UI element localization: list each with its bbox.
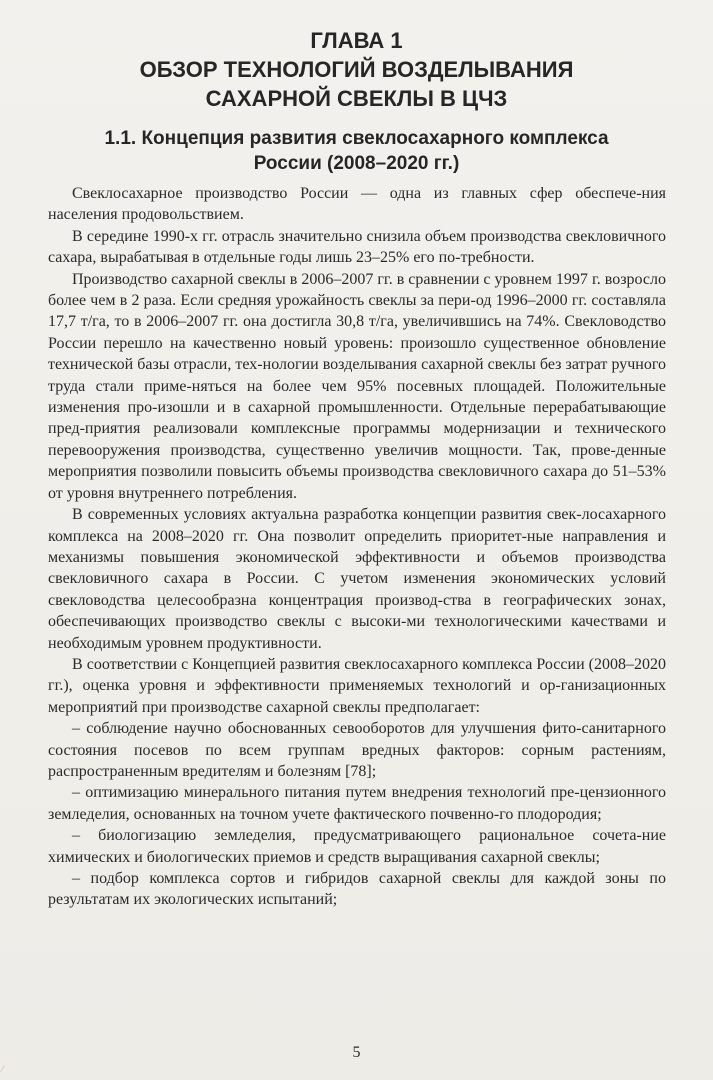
section-heading: [40, 126, 673, 176]
paragraph: Производство сахарной свеклы в 2006–2007 гг. в сравнении с уровнем 1997 г. возросло более чем в 2 раза. Если средняя урожайность свеклы за пери-од 1996–2000 гг. составляла 17,7 т/га, то в 2006–2007 гг. она достигла 30,8 т/га, увеличившись на 74%. Свекловодство России перешло на качественно новый уровень: произошло существенное обновление технической базы отрасли, тех-нологии возделывания сахарной свеклы без затрат ручного труда стали приме-няться на более чем 95% посевных площадей. Положительные изменения про-изошли и в сахарной промышленности. Отдельные перерабатывающие пред-приятия реализовали комплексные программы модернизации и технического перевооружения производства, существенно увеличив мощности. Так, прове-денные мероприятия позволили повысить объемы производства свекловичного сахара до 51–53% от уровня внутреннего потребления.: [48, 270, 666, 502]
section-title-line-1: 1.1. Концепция развития свеклосахарного комплекса: [104, 128, 609, 149]
paragraph: В современных условиях актуальна разработка концепции развития свек-лосахарного комплекса на 2008–2020 гг. Она позволит определить приоритет-ные направления и механизмы повышения экономической эффективности и объемов производства свекловичного сахара в России. С учетом изменения экономических условий свекловодства целесообразна концентрация производ-ства в географических зонах, обеспечивающих производство свеклы с высоки-ми технологическими качествами и необходимым уровнем продуктивности.: [48, 506, 666, 652]
paragraph: В середине 1990-х гг. отрасль значительно снизила объем производства свекловичного сахара, вырабатывая в отдельные годы лишь 23–25% его по-требности.: [48, 227, 666, 267]
chapter-heading: [40, 26, 673, 113]
list-item: – биологизацию земледелия, предусматривающего рациональное сочета-ние химических и биологических приемов и средств выращивания сахарной свеклы;: [48, 827, 666, 866]
list-item: – соблюдение научно обоснованных севооборотов для улучшения фито-санитарного состояния посевов по всем группам вредных факторов: сорным растениям, распространенным вредителям и болезням [78];: [48, 720, 666, 780]
corner-mark: ⁄: [2, 1064, 4, 1074]
paragraph: В соответствии с Концепцией развития свеклосахарного комплекса России (2008–2020 гг.), оценка уровня и эффективности применяемых технологий и ор-ганизационных мероприятий при производстве сахарной свеклы предполагает:: [48, 655, 666, 716]
body-text: [48, 183, 666, 911]
section-title-line-2: России (2008–2020 гг.): [253, 153, 460, 174]
chapter-title-line-2: САХАРНОЙ СВЕКЛЫ В ЦЧЗ: [205, 86, 508, 111]
page-number: 5: [352, 1044, 361, 1061]
chapter-label: ГЛАВА 1: [310, 28, 403, 53]
chapter-title-line-1: ОБЗОР ТЕХНОЛОГИЙ ВОЗДЕЛЫВАНИЯ: [139, 57, 574, 82]
list-item: – подбор комплекса сортов и гибридов сахарной свеклы для каждой зоны по результатам их экологических испытаний;: [48, 870, 666, 909]
list-item: – оптимизацию минерального питания путем внедрения технологий пре-цензионного земледелия, основанных на точном учете фактического почвенно-го плодородия;: [48, 784, 666, 823]
paragraph: Свеклосахарное производство России — одна из главных сфер обеспече-ния населения продовольствием.: [48, 185, 666, 224]
